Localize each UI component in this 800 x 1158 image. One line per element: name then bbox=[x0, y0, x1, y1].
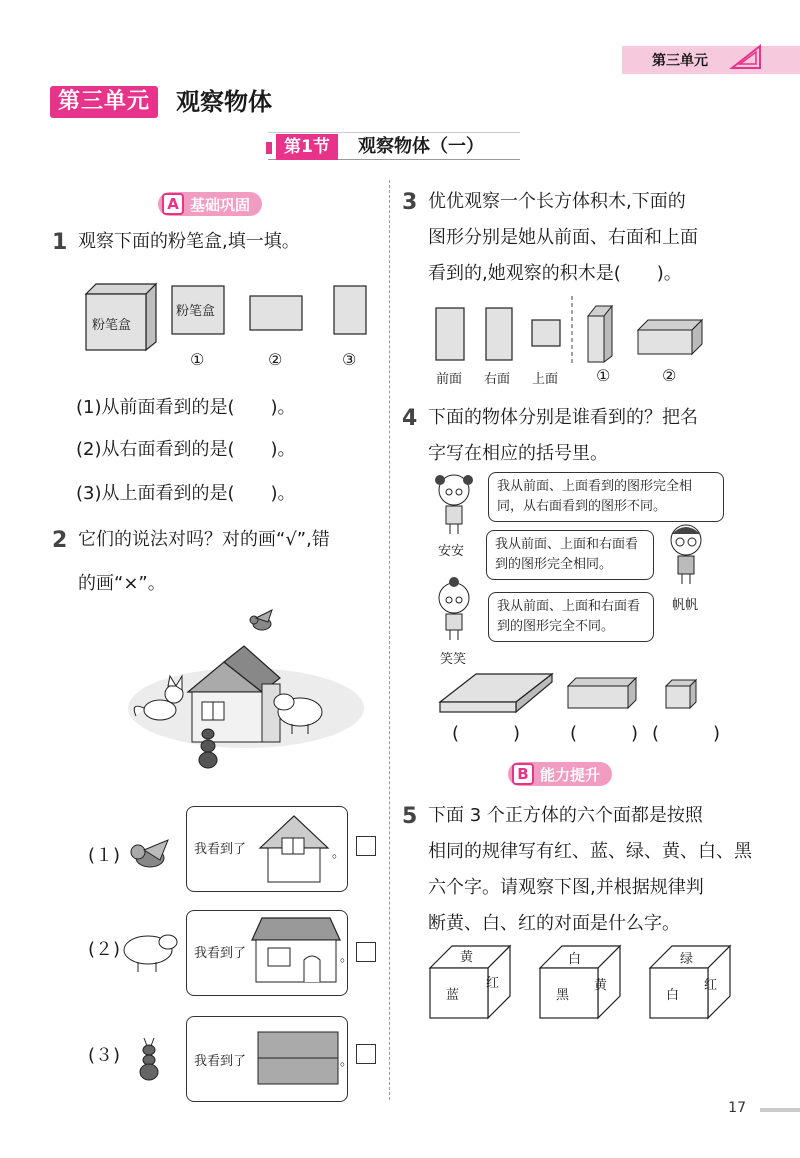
answer-checkbox-1[interactable] bbox=[356, 836, 376, 856]
girl-avatar-xiaoxiao bbox=[432, 576, 476, 642]
unit-title: 观察物体 bbox=[176, 88, 272, 116]
kid-name-fanfan: 帆帆 bbox=[672, 598, 699, 613]
chalk-box-label: 粉笔盒 bbox=[92, 318, 132, 333]
unit-title-badge: 第三单元 bbox=[50, 86, 158, 118]
view-label-right: 右面 bbox=[484, 372, 511, 387]
choice-label-3: ③ bbox=[342, 350, 357, 369]
page-number: 17 bbox=[728, 1100, 746, 1116]
q2-end-1: 。 bbox=[332, 846, 346, 861]
q1-item-1: (1)从前面看到的是( )。 bbox=[76, 397, 296, 418]
scene-illustration bbox=[126, 608, 366, 778]
q3-line-2: 图形分别是她从前面、右面和上面 bbox=[428, 227, 698, 248]
question-number: 2 bbox=[52, 528, 68, 553]
answer-checkbox-2[interactable] bbox=[356, 942, 376, 962]
q4-line-1: 下面的物体分别是谁看到的？把名 bbox=[428, 407, 698, 428]
answer-checkbox-3[interactable] bbox=[356, 1044, 376, 1064]
question-text-line-2: 的画“×”。 bbox=[78, 573, 166, 594]
q2-end-2: 。 bbox=[340, 950, 354, 965]
view-label-front: 前面 bbox=[436, 372, 463, 387]
q4-objects-figure bbox=[436, 670, 716, 718]
choice-label-1: ① bbox=[190, 350, 205, 369]
q2-end-3: 。 bbox=[340, 1054, 354, 1069]
cube-1-front: 蓝 bbox=[446, 988, 460, 1003]
kid-name-anan: 安安 bbox=[438, 544, 465, 559]
cube-2-top: 白 bbox=[568, 952, 582, 967]
answer-bracket-2[interactable]: ( ) bbox=[570, 723, 639, 744]
cube-3-front: 白 bbox=[666, 988, 680, 1003]
cube-2-right: 黄 bbox=[594, 978, 608, 993]
cube-3-top: 绿 bbox=[680, 952, 694, 967]
question-text-line-1: 它们的说法对吗？对的画“√”,错 bbox=[78, 529, 330, 550]
q1-item-2: (2)从右面看到的是( )。 bbox=[76, 439, 296, 460]
q3-choice-1: ① bbox=[596, 366, 611, 385]
q5-line-4: 断黄、白、红的对面是什么字。 bbox=[428, 913, 680, 934]
section-marker bbox=[266, 142, 272, 154]
answer-bracket-3[interactable]: ( ) bbox=[652, 723, 721, 744]
view-label-top: 上面 bbox=[532, 372, 559, 387]
cube-3-right: 红 bbox=[704, 978, 718, 993]
q5-line-1: 下面 3 个正方体的六个面都是按照 bbox=[428, 805, 703, 826]
girl-avatar-anan bbox=[432, 470, 476, 536]
question-number: 3 bbox=[402, 190, 418, 215]
q5-line-3: 六个字。请观察下图,并根据规律判 bbox=[428, 877, 704, 898]
triangle-ruler-icon bbox=[728, 42, 764, 72]
page-footer-bar bbox=[760, 1108, 800, 1112]
column-divider bbox=[389, 180, 390, 1100]
q1-item-3: (3)从上面看到的是( )。 bbox=[76, 483, 296, 504]
question-text: 观察下面的粉笔盒,填一填。 bbox=[78, 231, 300, 252]
cube-2-front: 黑 bbox=[556, 988, 570, 1003]
speech-bubble-3: 我从前面、上面和右面看到的图形完全不同。 bbox=[488, 592, 654, 642]
q2-item-label-2: (２) bbox=[88, 939, 121, 960]
q3-views-figure bbox=[430, 294, 720, 366]
cube-1-right: 红 bbox=[486, 976, 500, 991]
cube-1-top: 黄 bbox=[460, 950, 474, 965]
q2-item-label-3: (３) bbox=[88, 1045, 121, 1066]
q2-item-label-1: (１) bbox=[88, 845, 121, 866]
house-side-view bbox=[250, 916, 342, 986]
sub-header-letter: B bbox=[512, 763, 534, 785]
bird-icon bbox=[250, 610, 272, 630]
sheep-icon bbox=[118, 930, 180, 974]
q4-line-2: 字写在相应的括号里。 bbox=[428, 443, 608, 464]
q3-choice-2: ② bbox=[662, 366, 677, 385]
choice-2-rectangle bbox=[248, 294, 304, 332]
chalk-box-front-label: 粉笔盒 bbox=[176, 304, 216, 319]
q5-line-2: 相同的规律写有红、蓝、绿、黄、白、黑 bbox=[428, 841, 752, 862]
section-badge: 第1节 bbox=[276, 134, 338, 160]
speech-bubble-1: 我从前面、上面看到的图形完全相同，从右面看到的图形不同。 bbox=[488, 472, 724, 522]
q2-said-1: 我看到了 bbox=[194, 842, 247, 857]
question-number: 5 bbox=[402, 804, 418, 829]
sub-header-b bbox=[508, 762, 612, 786]
q3-line-3: 看到的,她观察的积木是( )。 bbox=[428, 263, 682, 284]
ant-icon bbox=[134, 1036, 164, 1082]
sub-header-a bbox=[158, 192, 262, 216]
ant-icon bbox=[199, 729, 217, 768]
house-icon bbox=[188, 646, 280, 742]
boy-avatar-fanfan bbox=[664, 520, 708, 586]
roof-top-view bbox=[256, 1030, 340, 1086]
speech-bubble-2: 我从前面、上面和右面看到的图形完全相同。 bbox=[486, 530, 654, 580]
bird-icon bbox=[124, 834, 172, 878]
sub-header-label: 基础巩固 bbox=[190, 195, 251, 214]
section-title: 观察物体（一） bbox=[358, 136, 484, 157]
q2-said-2: 我看到了 bbox=[194, 946, 247, 961]
q3-line-1: 优优观察一个长方体积木,下面的 bbox=[428, 191, 686, 212]
sub-header-label: 能力提升 bbox=[540, 765, 601, 784]
unit-tag-label: 第三单元 bbox=[652, 53, 708, 69]
kid-name-xiaoxiao: 笑笑 bbox=[440, 652, 467, 667]
choice-label-2: ② bbox=[268, 350, 283, 369]
sub-header-letter: A bbox=[162, 193, 184, 215]
house-roof-view bbox=[256, 812, 332, 884]
q2-said-3: 我看到了 bbox=[194, 1054, 247, 1069]
question-number: 4 bbox=[402, 406, 418, 431]
choice-3-rectangle bbox=[332, 284, 368, 336]
question-number: 1 bbox=[52, 230, 68, 255]
answer-bracket-1[interactable]: ( ) bbox=[452, 723, 521, 744]
unit-tag-bar bbox=[622, 46, 800, 74]
